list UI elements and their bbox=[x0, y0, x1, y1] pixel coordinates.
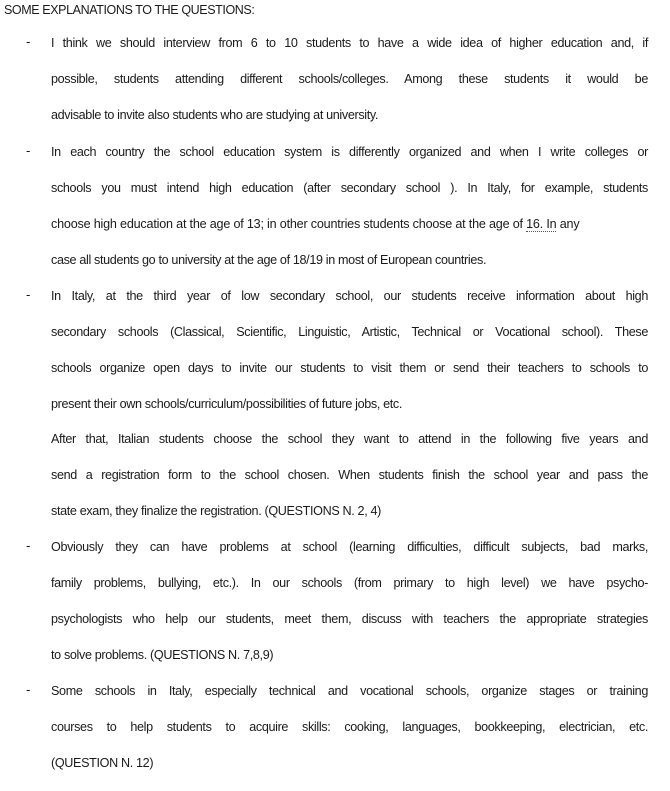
bullet-marker: - bbox=[26, 34, 31, 49]
text-line: send a registration form to the school chosen. When students finish the school year and pass the bbox=[51, 468, 648, 482]
bullet-marker: - bbox=[26, 143, 31, 158]
text-line-tail: any bbox=[556, 217, 580, 231]
bullet-marker: - bbox=[26, 287, 31, 302]
text-line: psychologists who help our students, meet them, discuss with teachers the appropriate strategies bbox=[51, 612, 648, 626]
text-line: I think we should interview from 6 to 10 students to have a wide idea of higher education and, if bbox=[51, 36, 648, 50]
bullet-marker: - bbox=[26, 682, 31, 697]
text-line: case all students go to university at the age of 18/19 in most of European countries. bbox=[51, 253, 487, 267]
text-line: choose high education at the age of 13; in other countries students choose at the age of bbox=[51, 217, 523, 231]
text-line: present their own schools/curriculum/possibilities of future jobs, etc. bbox=[51, 397, 403, 411]
text-line: (QUESTION N. 12) bbox=[51, 756, 154, 770]
document-heading: SOME EXPLANATIONS TO THE QUESTIONS: bbox=[4, 3, 255, 17]
bullet-marker: - bbox=[26, 538, 31, 553]
text-line: possible, students attending different schools/colleges. Among these students it would be bbox=[51, 72, 648, 86]
text-line: schools organize open days to invite our students to visit them or send their teachers to schools to bbox=[51, 361, 648, 375]
text-line-with-flag bbox=[51, 215, 648, 233]
text-line: Obviously they can have problems at school (learning difficulties, difficult subjects, bad marks, bbox=[51, 540, 648, 554]
text-line: state exam, they finalize the registration. (QUESTIONS N. 2, 4) bbox=[51, 504, 382, 518]
text-line: schools you must intend high education (after secondary school ). In Italy, for example, students bbox=[51, 181, 648, 195]
text-line: In Italy, at the third year of low secondary school, our students receive information about high bbox=[51, 289, 648, 303]
text-line: After that, Italian students choose the school they want to attend in the following five years and bbox=[51, 432, 648, 446]
text-line: family problems, bullying, etc.). In our schools (from primary to high level) we have psycho- bbox=[51, 576, 648, 590]
text-line: advisable to invite also students who are studying at university. bbox=[51, 108, 379, 122]
grammar-flagged-text[interactable]: 16. In bbox=[526, 217, 557, 231]
text-line: Some schools in Italy, especially technical and vocational schools, organize stages or training bbox=[51, 684, 648, 698]
text-line: In each country the school education system is differently organized and when I write colleges or bbox=[51, 145, 648, 159]
text-line: courses to help students to acquire skills: cooking, languages, bookkeeping, electrician, etc. bbox=[51, 720, 648, 734]
text-line: secondary schools (Classical, Scientific, Linguistic, Artistic, Technical or Vocational school). These bbox=[51, 325, 648, 339]
text-line: to solve problems. (QUESTIONS N. 7,8,9) bbox=[51, 648, 274, 662]
